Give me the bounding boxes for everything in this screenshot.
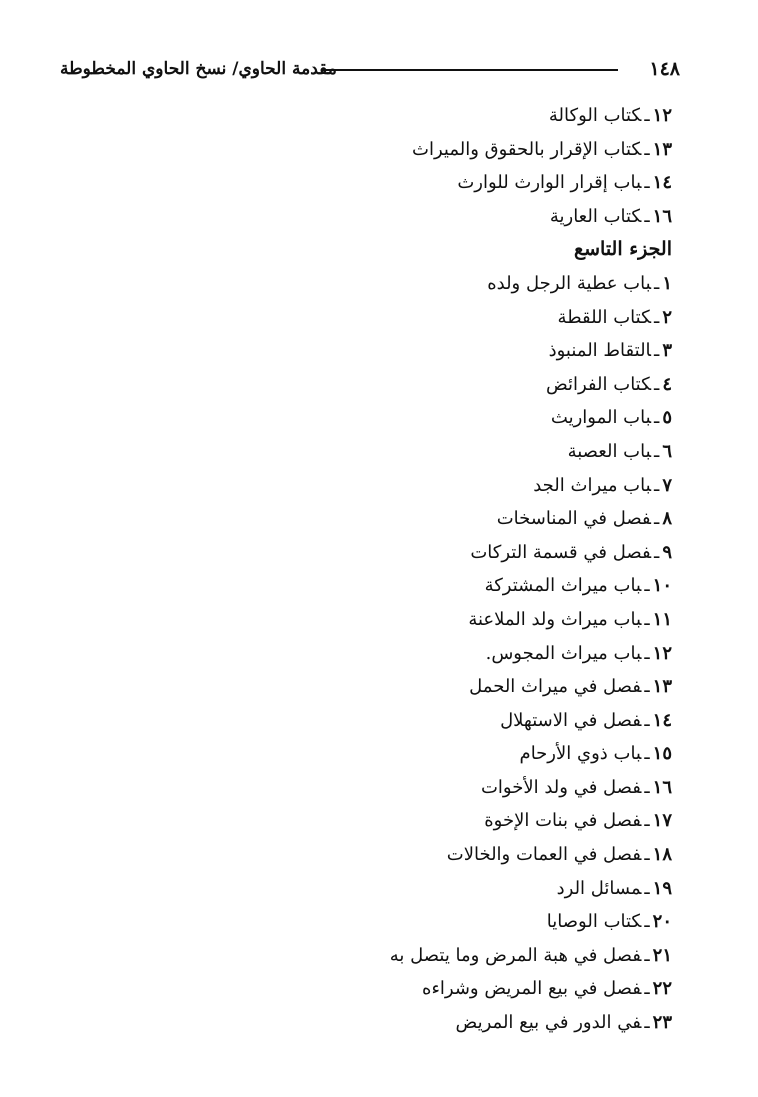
toc-entry-number: ٢٢ — [652, 978, 672, 1000]
toc-entry-title: فصل في بيع المريض وشراءه — [422, 978, 642, 1000]
toc-entry-title: باب ميراث ولد الملاعنة — [468, 608, 642, 630]
toc-entry-title: باب إقرار الوارث للوارث — [457, 172, 642, 194]
page-number: ١٤٨ — [649, 58, 680, 80]
toc-entry-separator: ـ — [644, 1012, 650, 1034]
toc-entry-title: باب عطية الرجل ولده — [487, 272, 652, 294]
toc-entry-separator: ـ — [654, 508, 660, 530]
toc-entry — [72, 603, 672, 637]
toc-entry-separator: ـ — [644, 911, 650, 933]
toc-entry-separator: ـ — [654, 272, 660, 294]
toc-entry-separator: ـ — [654, 440, 660, 462]
toc-entry-title: باب ذوي الأرحام — [519, 743, 642, 765]
toc-entry — [72, 401, 672, 435]
toc-entry — [72, 267, 672, 301]
toc-entry-separator: ـ — [644, 810, 650, 832]
toc-entry-title: كتاب الوكالة — [548, 105, 642, 126]
toc-entry-title: كتاب الإقرار بالحقوق والميراث — [412, 138, 642, 160]
toc-entry-separator: ـ — [644, 944, 650, 966]
toc-entry — [72, 569, 672, 603]
toc-entry-number: ١ — [662, 272, 672, 294]
toc-entry — [72, 200, 672, 234]
toc-entry-separator: ـ — [644, 105, 650, 126]
toc-entry-number: ١٩ — [652, 877, 672, 899]
running-header — [60, 54, 680, 84]
table-of-contents — [72, 99, 672, 1040]
toc-entry-number: ٢١ — [652, 944, 672, 966]
header-rule — [322, 69, 618, 71]
toc-entry — [72, 939, 672, 973]
toc-entry-title: فصل في بنات الإخوة — [484, 810, 642, 832]
toc-entry-title: فصل في الاستهلال — [500, 709, 642, 731]
toc-entry — [72, 99, 672, 133]
toc-entry-separator: ـ — [654, 340, 660, 362]
toc-entry-separator: ـ — [654, 541, 660, 563]
toc-entry-separator: ـ — [644, 978, 650, 1000]
toc-entry-number: ٤ — [662, 373, 672, 395]
toc-entry — [72, 334, 672, 368]
toc-entry-number: ١٣ — [652, 676, 672, 698]
toc-entry-separator: ـ — [644, 575, 650, 597]
toc-entry-title: في الدور في بيع المريض — [455, 1012, 642, 1034]
toc-entry-separator: ـ — [644, 877, 650, 899]
toc-entry-number: ١٤ — [652, 709, 672, 731]
toc-entry-number: ٩ — [662, 541, 672, 563]
toc-entry-separator: ـ — [644, 709, 650, 731]
toc-entry — [72, 972, 672, 1006]
toc-entry-title: كتاب اللقطة — [557, 306, 652, 328]
toc-entry-number: ٨ — [662, 508, 672, 530]
toc-entry-title: كتاب الفرائض — [545, 373, 652, 395]
toc-entry-title: باب ميراث المشتركة — [484, 575, 642, 597]
running-title: مقدمة الحاوي/ نسخ الحاوي المخطوطة — [60, 59, 337, 79]
toc-entry-number: ١٠ — [652, 575, 672, 597]
toc-entry-number: ٢ — [662, 306, 672, 328]
toc-entry-number: ١٦ — [652, 205, 672, 227]
toc-entry-separator: ـ — [644, 676, 650, 698]
toc-entry-separator: ـ — [644, 844, 650, 866]
toc-entry-number: ١١ — [652, 608, 672, 630]
toc-entry-separator: ـ — [654, 407, 660, 429]
toc-entry — [72, 536, 672, 570]
toc-entry-title: فصل في ميراث الحمل — [469, 676, 642, 698]
toc-entry — [72, 737, 672, 771]
toc-entry-number: ٧ — [662, 474, 672, 496]
toc-entry-separator: ـ — [644, 743, 650, 765]
toc-entry — [72, 133, 672, 167]
toc-entry — [72, 670, 672, 704]
toc-entry-number: ٥ — [662, 407, 672, 429]
toc-entry — [72, 804, 672, 838]
toc-entry-title: فصل في هبة المرض وما يتصل به — [389, 944, 642, 966]
toc-entry — [72, 301, 672, 335]
toc-entry — [72, 502, 672, 536]
toc-entry-title: باب ميراث الجد — [533, 474, 652, 496]
toc-entry-number: ١٦ — [652, 776, 672, 798]
toc-entry-number: ٢٣ — [652, 1012, 672, 1034]
toc-entry-number: ١٤ — [652, 172, 672, 194]
toc-entry-title: فصل في قسمة التركات — [470, 541, 652, 563]
toc-entry-title: فصل في العمات والخالات — [446, 844, 642, 866]
toc-entry — [72, 905, 672, 939]
toc-entry — [72, 872, 672, 906]
toc-entry-number: ١٢ — [652, 642, 672, 664]
toc-entry-number: ١٨ — [652, 844, 672, 866]
toc-entry-title: باب العصبة — [567, 440, 652, 462]
toc-entry-number: ١٣ — [652, 138, 672, 160]
toc-entry — [72, 637, 672, 671]
toc-entry-title: باب ميراث المجوس. — [485, 642, 642, 664]
toc-entry-title: فصل في ولد الأخوات — [480, 776, 642, 798]
toc-entry-number: ١٧ — [652, 810, 672, 832]
toc-entry — [72, 1006, 672, 1040]
toc-entry — [72, 435, 672, 469]
toc-entry-title: كتاب العارية — [549, 205, 642, 227]
toc-entry-separator: ـ — [644, 138, 650, 160]
toc-entry — [72, 469, 672, 503]
toc-entry — [72, 838, 672, 872]
toc-entry-title: التقاط المنبوذ — [548, 340, 652, 362]
toc-entry-separator: ـ — [644, 205, 650, 227]
toc-entry — [72, 368, 672, 402]
toc-entry-separator: ـ — [654, 373, 660, 395]
toc-entry-separator: ـ — [644, 642, 650, 664]
toc-entry-separator: ـ — [644, 172, 650, 194]
toc-entry-separator: ـ — [654, 306, 660, 328]
toc-entry-title: كتاب الوصايا — [546, 911, 642, 933]
toc-entry-separator: ـ — [654, 474, 660, 496]
toc-entry-separator: ـ — [644, 608, 650, 630]
toc-entry-title: فصل في المناسخات — [496, 508, 652, 530]
toc-entry-title: مسائل الرد — [556, 877, 642, 899]
toc-entry — [72, 771, 672, 805]
toc-entry-number: ١٢ — [652, 105, 672, 126]
toc-entry-separator: ـ — [644, 776, 650, 798]
toc-entry-number: ٦ — [662, 440, 672, 462]
toc-entry-number: ٣ — [662, 340, 672, 362]
section-heading: الجزء التاسع — [574, 238, 672, 261]
toc-entry-title: باب المواريث — [550, 407, 652, 429]
toc-entry — [72, 166, 672, 200]
toc-entry — [72, 704, 672, 738]
toc-entry-number: ١٥ — [652, 743, 672, 765]
toc-entry-number: ٢٠ — [652, 911, 672, 933]
